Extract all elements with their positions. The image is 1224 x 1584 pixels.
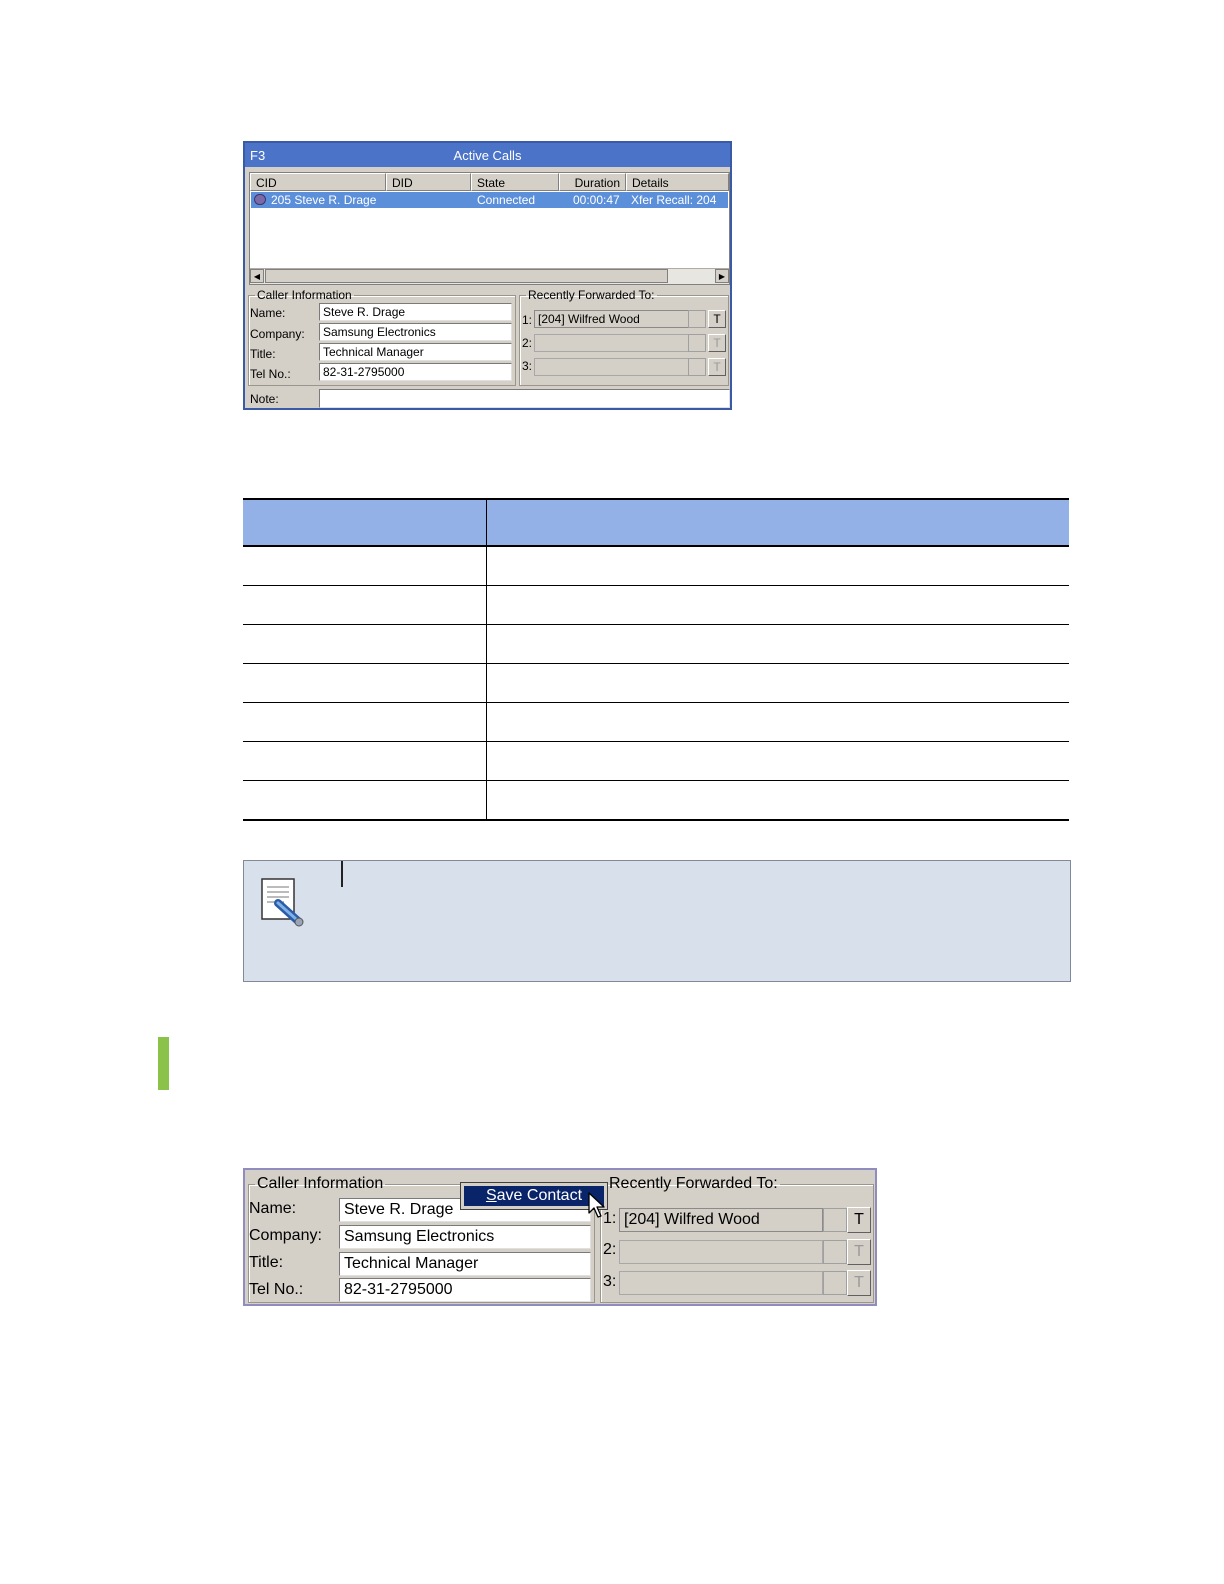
table-cell [487, 742, 1070, 781]
name-field[interactable]: Steve R. Drage [319, 303, 512, 321]
active-calls-window [243, 141, 732, 410]
table-cell [487, 664, 1070, 703]
forward-3-num: 3: [603, 1273, 617, 1290]
forward-3-field[interactable] [534, 358, 689, 376]
row-duration: 00:00:47 [573, 193, 620, 207]
column-header-cid[interactable]: CID [250, 173, 386, 191]
column-header-state[interactable]: State [471, 173, 559, 191]
forward-2-num: 2: [603, 1241, 617, 1258]
company-field[interactable]: Samsung Electronics [339, 1225, 591, 1249]
table-cell [243, 742, 487, 781]
name-label: Name: [250, 306, 286, 320]
table-row [243, 625, 1069, 664]
forward-2-transfer-button[interactable]: T [708, 334, 726, 352]
table-row [243, 546, 1069, 586]
forward-2-num: 2: [522, 336, 533, 350]
table-cell [243, 546, 487, 586]
description-table [243, 498, 1069, 821]
table-row[interactable] [251, 192, 728, 208]
title-field[interactable]: Technical Manager [319, 343, 512, 361]
title-label: Title: [249, 1254, 284, 1271]
note-pen-icon [260, 877, 304, 927]
window-title: Active Calls [453, 148, 522, 163]
title-field[interactable]: Technical Manager [339, 1252, 591, 1276]
tel-field[interactable]: 82-31-2795000 [319, 363, 512, 381]
caller-information-legend: Caller Information [257, 1175, 384, 1192]
note-label: Note: [250, 392, 279, 406]
note-field[interactable] [319, 389, 730, 408]
table-header-cell [487, 499, 1070, 546]
forward-1-field[interactable]: [204] Wilfred Wood [619, 1208, 823, 1232]
table-cell [243, 664, 487, 703]
caller-info-zoom-panel [243, 1168, 877, 1306]
table-cell [487, 586, 1070, 625]
company-label: Company: [250, 327, 305, 341]
company-label: Company: [249, 1227, 322, 1244]
row-cid: 205 Steve R. Drage [271, 193, 377, 207]
forward-1-field[interactable]: [204] Wilfred Wood [534, 310, 689, 328]
column-header-details[interactable]: Details [626, 173, 729, 191]
table-row [243, 586, 1069, 625]
forward-2-field[interactable] [534, 334, 689, 352]
forward-1-option[interactable] [823, 1208, 847, 1232]
mouse-cursor-icon [588, 1192, 608, 1220]
table-header-row [243, 499, 1069, 546]
forward-2-field[interactable] [619, 1240, 823, 1264]
arrow-right-icon[interactable]: ▶ [715, 269, 729, 283]
calls-list[interactable] [249, 172, 730, 285]
forward-1-transfer-button[interactable]: T [708, 310, 726, 328]
forward-3-transfer-button[interactable]: T [708, 358, 726, 376]
table-cell [243, 781, 487, 821]
note-divider [341, 861, 343, 887]
forward-3-field[interactable] [619, 1271, 823, 1295]
table-cell [487, 546, 1070, 586]
table-row [243, 703, 1069, 742]
save-contact-label: ave Contact [496, 1187, 583, 1204]
tel-label: Tel No.: [249, 1281, 304, 1298]
table-header-cell [243, 499, 487, 546]
recently-forwarded-legend: Recently Forwarded To: [609, 1175, 778, 1192]
row-details: Xfer Recall: 204 [631, 193, 717, 207]
horizontal-scrollbar[interactable] [250, 268, 729, 284]
forward-1-num: 1: [603, 1210, 617, 1227]
forward-1-num: 1: [522, 313, 533, 327]
hotkey-label: F3 [250, 148, 266, 163]
caller-information-legend: Caller Information [257, 288, 352, 302]
arrow-left-icon[interactable]: ◀ [250, 269, 264, 283]
section-marker [158, 1037, 169, 1090]
table-cell [487, 703, 1070, 742]
recently-forwarded-legend: Recently Forwarded To: [528, 288, 655, 302]
scroll-thumb[interactable] [265, 269, 668, 283]
context-menu [460, 1182, 608, 1210]
table-cell [487, 625, 1070, 664]
table-cell [243, 586, 487, 625]
forward-3-option[interactable] [823, 1271, 847, 1295]
table-row [243, 664, 1069, 703]
name-field[interactable]: Steve R. Drage [339, 1198, 591, 1222]
forward-2-option[interactable] [688, 334, 706, 352]
tel-label: Tel No.: [250, 367, 291, 381]
note-box [243, 860, 1071, 982]
forward-1-transfer-button[interactable]: T [847, 1207, 871, 1233]
save-contact-mnemonic: S [485, 1187, 497, 1204]
forward-2-option[interactable] [823, 1240, 847, 1264]
forward-3-num: 3: [522, 359, 533, 373]
forward-1-option[interactable] [688, 310, 706, 328]
table-cell [243, 703, 487, 742]
forward-2-transfer-button[interactable]: T [847, 1239, 871, 1265]
title-label: Title: [250, 347, 276, 361]
tel-field[interactable]: 82-31-2795000 [339, 1278, 591, 1302]
forward-3-option[interactable] [688, 358, 706, 376]
table-row [243, 781, 1069, 821]
table-cell [487, 781, 1070, 821]
row-state: Connected [477, 193, 536, 207]
name-label: Name: [249, 1200, 297, 1217]
phone-icon [254, 194, 266, 205]
column-header-did[interactable]: DID [386, 173, 471, 191]
table-cell [243, 625, 487, 664]
company-field[interactable]: Samsung Electronics [319, 323, 512, 341]
table-row [243, 742, 1069, 781]
window-title-bar [245, 143, 730, 167]
save-contact-menu-item[interactable] [464, 1186, 604, 1206]
forward-3-transfer-button[interactable]: T [847, 1270, 871, 1296]
column-headers [250, 173, 729, 191]
column-header-duration[interactable]: Duration [559, 173, 626, 191]
